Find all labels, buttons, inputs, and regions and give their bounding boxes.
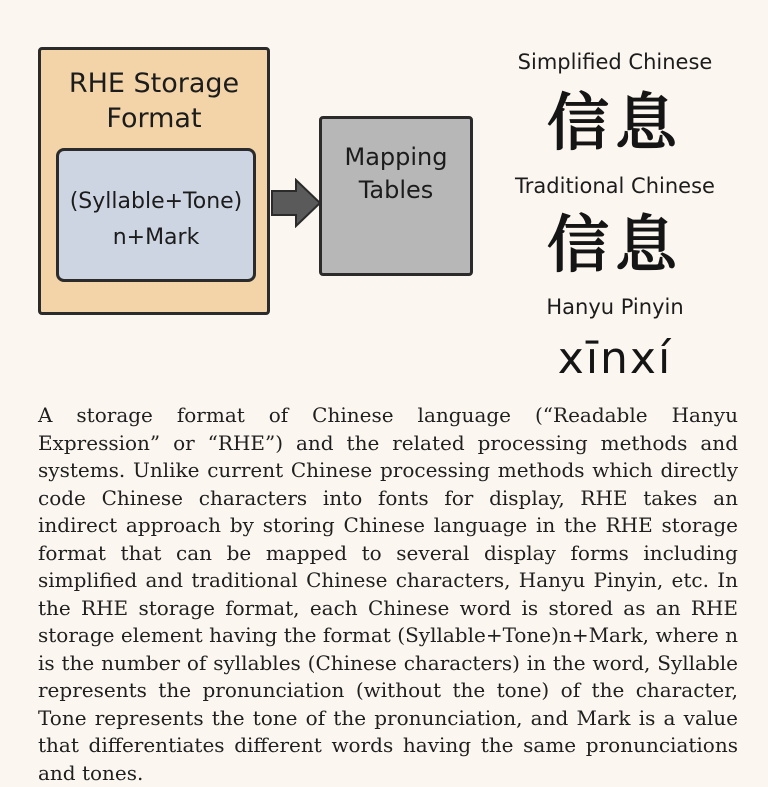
storage-element-line1: (Syllable+Tone) bbox=[69, 189, 243, 214]
simplified-chinese-label: Simplified Chinese bbox=[517, 50, 713, 74]
storage-element-text bbox=[59, 184, 253, 256]
simplified-chinese-characters: 信息 bbox=[546, 86, 683, 159]
hanyu-pinyin-text: xīnxí bbox=[557, 333, 673, 384]
traditional-chinese-label: Traditional Chinese bbox=[515, 174, 715, 198]
mapping-tables-label bbox=[322, 141, 470, 207]
traditional-chinese-characters: 信息 bbox=[546, 208, 683, 281]
mapping-tables-line1: Mapping bbox=[344, 143, 448, 171]
storage-format-title-line1: RHE Storage bbox=[68, 68, 240, 99]
storage-element-line2: n+Mark bbox=[112, 225, 200, 250]
hanyu-pinyin-label: Hanyu Pinyin bbox=[546, 295, 684, 319]
rhe-storage-format-box bbox=[38, 47, 270, 315]
right-arrow-icon bbox=[270, 178, 322, 228]
mapping-tables-box bbox=[319, 116, 473, 276]
storage-format-title bbox=[41, 66, 267, 136]
mapping-tables-line2: Tables bbox=[358, 176, 434, 204]
storage-format-title-line2: Format bbox=[106, 103, 202, 134]
storage-element-box bbox=[56, 148, 256, 282]
abstract-paragraph: A storage format of Chinese language (“Readable Hanyu Expression” or “RHE”) and the related processing methods and systems. Unlike current Chinese processing methods which directly code Chinese characters into fonts for display, RHE takes an indirect approach by storing Chinese language in the RHE storage format that can be mapped to several display forms including simplified and traditional Chinese characters, Hanyu Pinyin, etc. In the RHE storage format, each Chinese word is stored as an RHE storage element having the format (Syllable+Tone)n+Mark, where n is the number of syllables (Chinese characters) in the word, Syllable represents the pronunciation (without the tone) of the character, Tone represents the tone of the pronunciation, and Mark is a value that differentiates different words having the same pronunciations and tones. bbox=[38, 403, 738, 785]
